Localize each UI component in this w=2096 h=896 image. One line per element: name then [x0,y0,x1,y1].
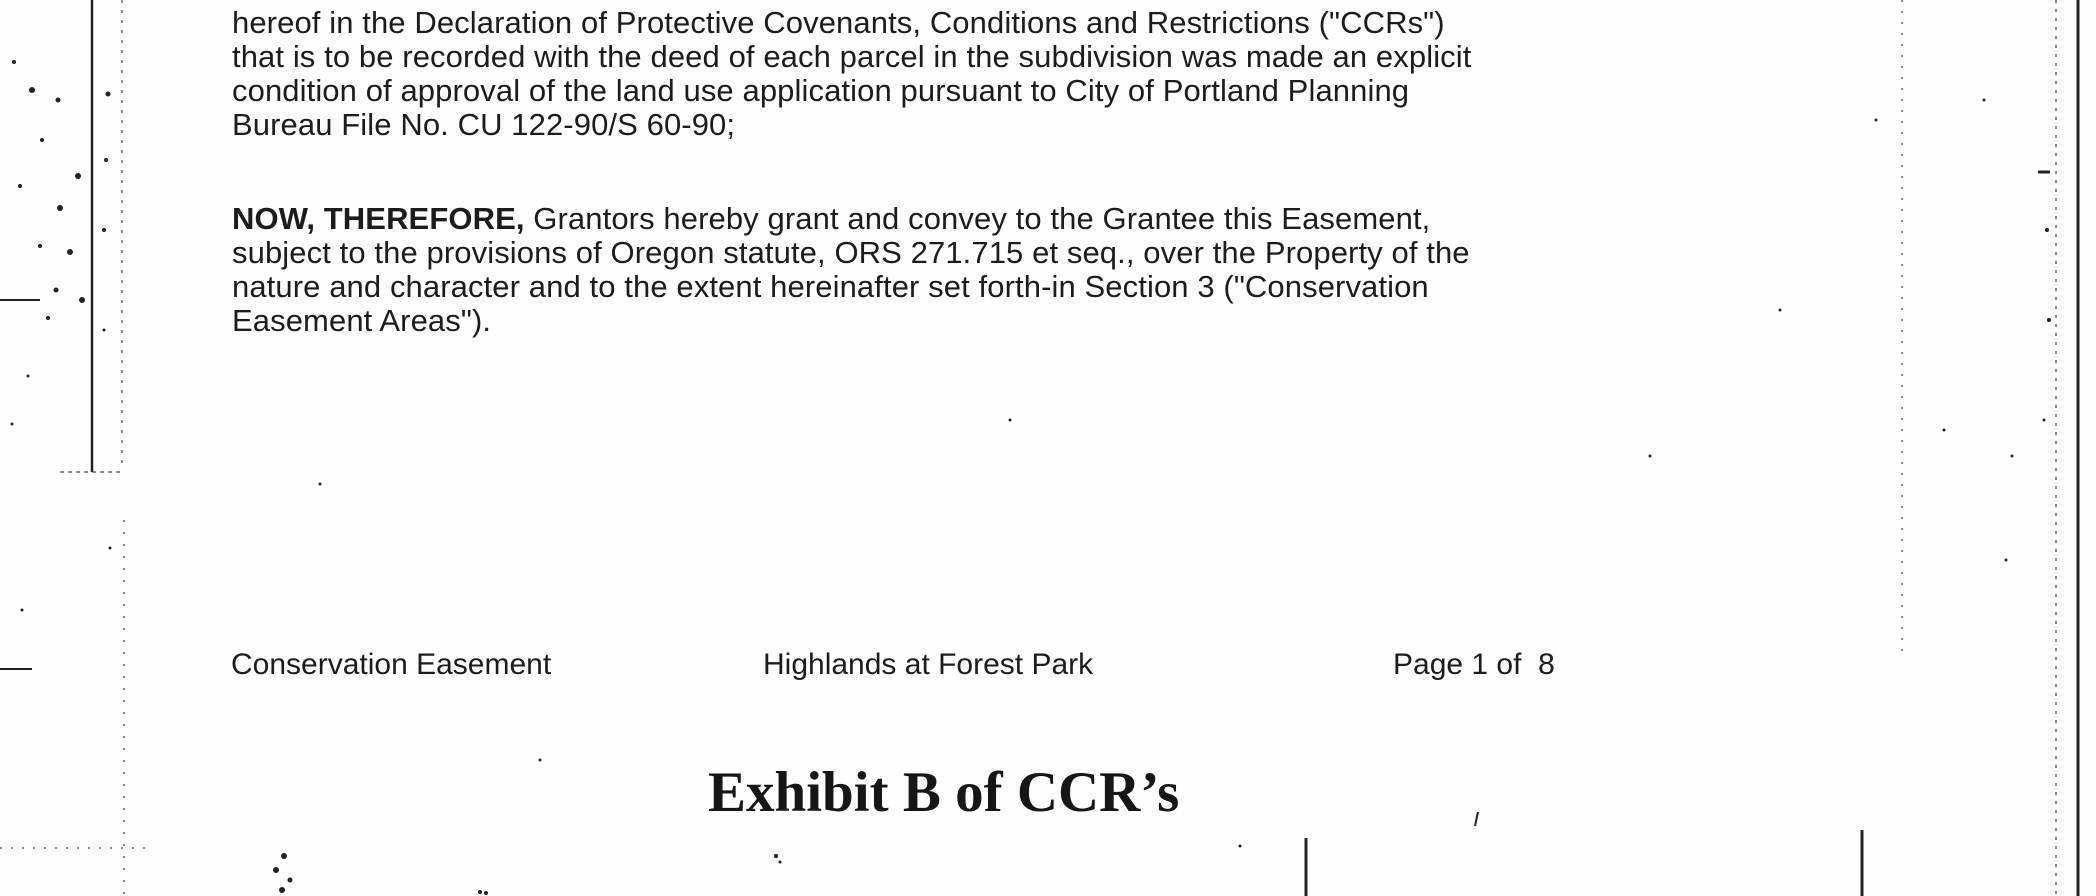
footer-page-number: Page 1 of 8 [1393,648,1555,681]
grant-first-line-text: Grantors hereby grant and convey to the Grantee this Easement, [524,201,1431,236]
paragraph-line: subject to the provisions of Oregon statute, ORS 271.715 et seq., over the Property of the [232,235,1470,270]
paragraph-grant [232,202,1712,338]
paragraph-recital [232,6,1712,142]
paragraph-line: nature and character and to the extent hereinafter set forth-in Section 3 ("Conservation [232,269,1429,304]
paragraph-line: Bureau File No. CU 122-90/S 60-90; [232,107,736,142]
footer-project-name: Highlands at Forest Park [763,648,1094,681]
paragraph-line [232,202,1712,236]
paragraph-line: condition of approval of the land use application pursuant to City of Portland Planning [232,73,1410,108]
paragraph-line: that is to be recorded with the deed of each parcel in the subdivision was made an explicit [232,39,1472,74]
exhibit-title: Exhibit B of CCR’s [708,761,1180,824]
footer-document-title: Conservation Easement [231,648,552,681]
paragraph-line: hereof in the Declaration of Protective Covenants, Conditions and Restrictions ("CCRs") [232,5,1445,40]
paragraph-line: Easement Areas"). [232,303,492,338]
stray-mark [1475,812,1478,826]
grant-lead-text: NOW, THEREFORE, [232,201,525,236]
